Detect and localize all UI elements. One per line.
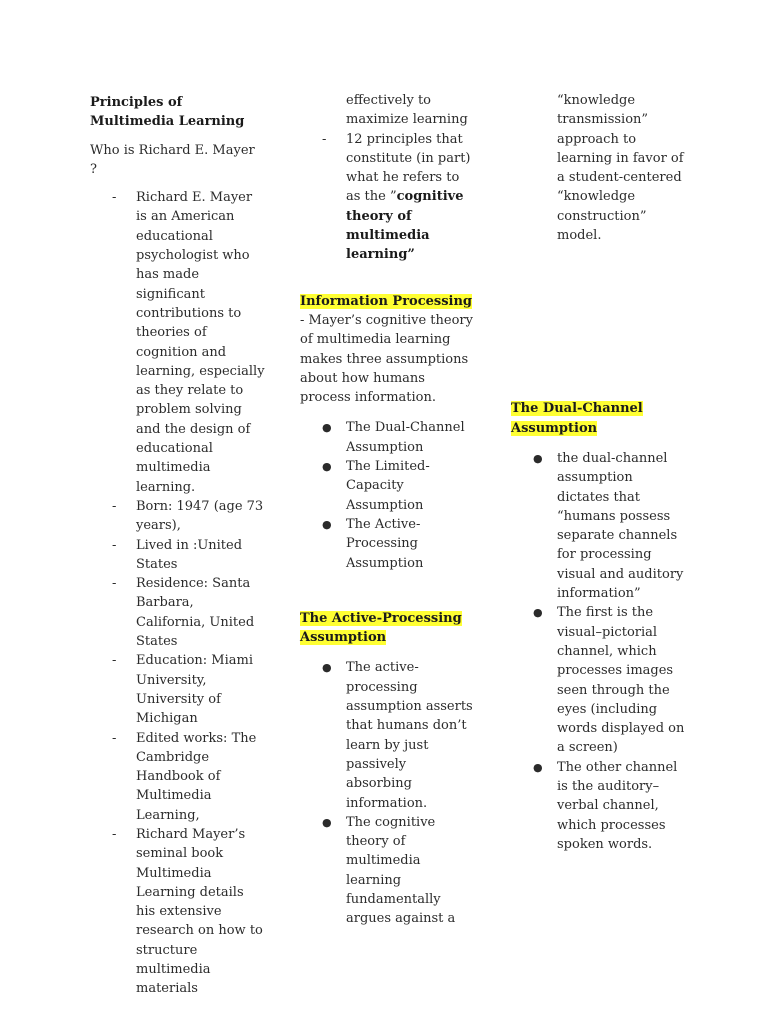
list-item: - Lived in :United States	[112, 537, 243, 572]
list-item: - Residence: Santa Barbara, California, United States	[112, 576, 255, 650]
list-item: - Richard Mayer’s seminal book Multimedia Learning details his extensive research on how to structure multimedia materials	[112, 826, 263, 997]
list-item: ● The Active-Processing Assumption	[322, 516, 424, 571]
list-item: ● The cognitive theory of multimedia learning fundamentally argues against a	[322, 814, 456, 927]
info-paragraph: - Mayer’s cognitive theory of multimedia learning makes three assumptions about how humans process information.	[300, 312, 473, 406]
bold-term: cognitive theory of multimedia learning”	[346, 189, 464, 263]
heading-dual-channel: The Dual-Channel Assumption	[511, 401, 643, 436]
list-item: - Richard E. Mayer is an American educational psychologist who has made significant contributions to theories of cognition and learning, especially as they relate to problem solving and the design of educational multimedia learning.	[112, 190, 265, 495]
list-item: ● The Limited-Capacity Assumption	[322, 459, 430, 513]
list-item: ● The first is the visual–pictorial channel, which processes images seen through the eyes (including words displayed on a screen)	[533, 605, 685, 756]
heading-information-processing: Information Processing	[300, 293, 473, 309]
continued-text: “knowledge transmission” approach to learning in favor of a student-centered “knowledge construction” model.	[557, 93, 684, 244]
list-item: - Education: Miami University, University of Michigan	[112, 653, 254, 727]
list-item: - 12 principles that constitute (in part) what he refers to as the ”cognitive theory of multimedia learning”	[322, 131, 471, 263]
list-item: ● The other channel is the auditory–verbal channel, which processes spoken words.	[533, 759, 678, 852]
continued-text: effectively to maximize learning	[346, 93, 468, 128]
column-2	[300, 91, 475, 929]
list-item: ● The active-processing assumption asserts that humans don’t learn by just passively absorbing information.	[322, 660, 473, 811]
list-item: - Born: 1947 (age 73 years),	[112, 498, 264, 534]
column-1	[90, 91, 265, 999]
column-3	[511, 91, 686, 854]
list-item: - Edited works: The Cambridge Handbook of Multimedia Learning,	[112, 730, 257, 823]
list-item: ● The Dual-Channel Assumption	[322, 420, 465, 455]
list-item: ● the dual-channel assumption dictates that “humans possess separate channels for processing visual and auditory information”	[533, 450, 684, 602]
heading-active-processing: The Active-Processing Assumption	[300, 610, 462, 646]
document-title: Principles of Multimedia Learning	[90, 95, 245, 130]
section-question: Who is Richard E. Mayer ?	[90, 142, 255, 177]
